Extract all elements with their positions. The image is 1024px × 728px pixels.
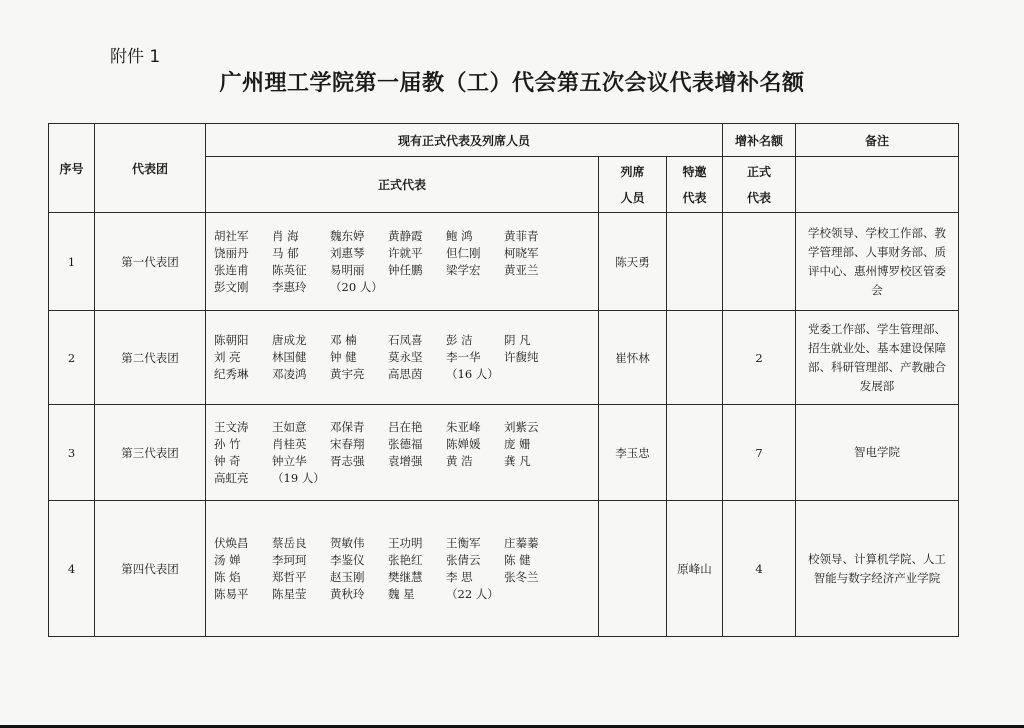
row-delegation: 第二代表团 xyxy=(95,311,206,405)
delegate-name: 易明丽 xyxy=(330,262,365,277)
delegate-name: 张冬兰 xyxy=(504,569,539,584)
delegate-name: 莫永坚 xyxy=(388,350,423,364)
delegate-name: 肖桂英 xyxy=(272,436,307,451)
row-quota xyxy=(723,213,796,311)
attachment-label: 附件 1 xyxy=(110,47,161,67)
header-current-group: 现有正式代表及列席人员 xyxy=(206,124,723,157)
header-seq: 序号 xyxy=(49,124,95,213)
table-row xyxy=(49,501,959,637)
delegate-name: 黄亚兰 xyxy=(504,262,539,277)
name-line xyxy=(214,535,594,552)
delegate-name: 肖 海 xyxy=(272,228,299,243)
header-observer xyxy=(599,157,667,213)
header-quota-formal-line1: 正式 xyxy=(747,164,772,179)
delegate-name: 李鉴仪 xyxy=(330,552,365,567)
name-line xyxy=(214,279,594,296)
header-remarks-empty xyxy=(796,157,959,213)
row-remarks: 智电学院 xyxy=(796,405,959,501)
delegate-name: 黄菲青 xyxy=(504,228,539,243)
delegate-name: 汤 婵 xyxy=(214,552,241,567)
row-formal-reps xyxy=(206,405,599,501)
delegate-name: 张德福 xyxy=(388,436,423,451)
delegate-name: 刘紫云 xyxy=(504,419,539,434)
delegate-name: 饶丽丹 xyxy=(214,245,249,260)
delegate-name: 郑哲平 xyxy=(272,569,307,584)
table-row xyxy=(49,213,959,311)
name-line xyxy=(214,586,594,603)
delegate-name: 柯晓军 xyxy=(504,245,539,260)
delegate-name: 袁增强 xyxy=(388,453,423,468)
row-formal-reps xyxy=(206,311,599,405)
delegate-name: 唐成龙 xyxy=(272,333,307,347)
row-quota: 2 xyxy=(723,311,796,405)
name-line xyxy=(214,569,594,586)
delegate-name: 纪秀琳 xyxy=(214,367,249,381)
delegate-name: 黄 浩 xyxy=(446,453,473,468)
delegate-name: 伏焕昌 xyxy=(214,535,249,550)
delegate-count: （16 人） xyxy=(446,367,499,381)
delegate-name: 陈英征 xyxy=(272,262,307,277)
header-quota-formal xyxy=(723,157,796,213)
row-delegation: 第三代表团 xyxy=(95,405,206,501)
row-remarks: 学校领导、学校工作部、教学管理部、人事财务部、质评中心、惠州博罗校区管委会 xyxy=(796,213,959,311)
header-invited-line1: 特邀 xyxy=(682,164,707,179)
header-invited xyxy=(667,157,723,213)
delegate-name: 石凤喜 xyxy=(388,333,423,347)
name-line xyxy=(214,470,594,487)
delegate-name: 许就平 xyxy=(388,245,423,260)
delegate-name: 赵玉刚 xyxy=(330,569,365,584)
delegate-name: 蔡岳良 xyxy=(272,535,307,550)
delegate-name: 黄静霞 xyxy=(388,228,423,243)
row-delegation: 第一代表团 xyxy=(95,213,206,311)
header-formal-reps: 正式代表 xyxy=(206,157,599,213)
row-observer: 崔怀林 xyxy=(599,311,667,405)
row-invited xyxy=(667,405,723,501)
row-quota: 7 xyxy=(723,405,796,501)
delegate-name: 陈星莹 xyxy=(272,586,307,601)
delegate-name: 李 思 xyxy=(446,569,473,584)
delegate-name: 胡社军 xyxy=(214,228,249,243)
row-formal-reps xyxy=(206,213,599,311)
delegate-name: 邓凌鸿 xyxy=(272,367,307,381)
delegate-name: 陈婵媛 xyxy=(446,436,481,451)
delegate-count: （22 人） xyxy=(446,586,499,601)
delegate-name: 刘 亮 xyxy=(214,350,241,364)
delegate-quota-table xyxy=(48,123,959,637)
header-remarks: 备注 xyxy=(796,124,959,157)
header-observer-line2: 人员 xyxy=(620,190,645,205)
row-invited: 原峰山 xyxy=(667,501,723,637)
row-observer xyxy=(599,501,667,637)
delegate-name: 陈 健 xyxy=(504,552,531,567)
delegate-name: 王功明 xyxy=(388,535,423,550)
row-seq: 3 xyxy=(49,405,95,501)
delegate-name: 梁学宏 xyxy=(446,262,481,277)
delegate-name: 庞 姗 xyxy=(504,436,531,451)
name-line xyxy=(214,366,594,383)
delegate-name: 阴 凡 xyxy=(504,333,531,347)
row-seq: 4 xyxy=(49,501,95,637)
delegate-name: 钟任鹏 xyxy=(388,262,423,277)
row-delegation: 第四代表团 xyxy=(95,501,206,637)
delegate-name: 胥志强 xyxy=(330,453,365,468)
delegate-name: 黄宇亮 xyxy=(330,367,365,381)
name-line xyxy=(214,436,594,453)
delegate-name: 钟 奇 xyxy=(214,453,241,468)
name-line xyxy=(214,228,594,245)
name-line xyxy=(214,262,594,279)
header-quota: 增补名额 xyxy=(723,124,796,157)
delegate-count: （19 人） xyxy=(272,470,325,485)
delegate-name: 张连甫 xyxy=(214,262,249,277)
header-observer-line1: 列席 xyxy=(620,164,645,179)
row-seq: 2 xyxy=(49,311,95,405)
delegate-name: 贺敏伟 xyxy=(330,535,365,550)
delegate-name: 邓 楠 xyxy=(330,333,357,347)
delegate-name: 陈易平 xyxy=(214,586,249,601)
name-line xyxy=(214,552,594,569)
delegate-name: 龚 凡 xyxy=(504,453,531,468)
delegate-name: 魏 星 xyxy=(388,586,415,601)
row-invited xyxy=(667,311,723,405)
delegate-count: （20 人） xyxy=(330,279,383,294)
table-row xyxy=(49,311,959,405)
row-observer: 陈天勇 xyxy=(599,213,667,311)
delegate-name: 李一华 xyxy=(446,350,481,364)
row-formal-reps xyxy=(206,501,599,637)
delegate-name: 朱亚峰 xyxy=(446,419,481,434)
delegate-name: 林国健 xyxy=(272,350,307,364)
delegate-name: 钟 健 xyxy=(330,350,357,364)
header-quota-formal-line2: 代表 xyxy=(747,190,772,205)
delegate-name: 王如意 xyxy=(272,419,307,434)
delegate-name: 陈朝阳 xyxy=(214,333,249,347)
delegate-name: 鲍 鸿 xyxy=(446,228,473,243)
name-line xyxy=(214,453,594,470)
name-line xyxy=(214,349,594,366)
row-invited xyxy=(667,213,723,311)
delegate-name: 刘惠琴 xyxy=(330,245,365,260)
delegate-name: 庄蓁蓁 xyxy=(504,535,539,550)
delegate-name: 高思茵 xyxy=(388,367,423,381)
row-seq: 1 xyxy=(49,213,95,311)
delegate-name: 张艳红 xyxy=(388,552,423,567)
delegate-name: 彭文刚 xyxy=(214,279,249,294)
delegate-name: 李惠玲 xyxy=(272,279,307,294)
delegate-name: 吕在艳 xyxy=(388,419,423,434)
delegate-name: 黄秋玲 xyxy=(330,586,365,601)
name-line xyxy=(214,419,594,436)
delegate-name: 王衡军 xyxy=(446,535,481,550)
header-delegation: 代表团 xyxy=(95,124,206,213)
delegate-name: 樊继慧 xyxy=(388,569,423,584)
row-observer: 李玉忠 xyxy=(599,405,667,501)
row-remarks: 校领导、计算机学院、人工智能与数字经济产业学院 xyxy=(796,501,959,637)
delegate-name: 许馥纯 xyxy=(504,350,539,364)
delegate-name: 王文涛 xyxy=(214,419,249,434)
delegate-name: 马 郁 xyxy=(272,245,299,260)
delegate-name: 钟立华 xyxy=(272,453,307,468)
name-line xyxy=(214,245,594,262)
row-remarks: 党委工作部、学生管理部、招生就业处、基本建设保障部、科研管理部、产教融合发展部 xyxy=(796,311,959,405)
table-row xyxy=(49,405,959,501)
row-quota: 4 xyxy=(723,501,796,637)
header-invited-line2: 代表 xyxy=(682,190,707,205)
name-line xyxy=(214,332,594,349)
delegate-name: 张倩云 xyxy=(446,552,481,567)
delegate-name: 宋春翔 xyxy=(330,436,365,451)
delegate-name: 高虹亮 xyxy=(214,470,249,485)
delegate-name: 魏东婷 xyxy=(330,228,365,243)
delegate-name: 但仁刚 xyxy=(446,245,481,260)
delegate-name: 邓保青 xyxy=(330,419,365,434)
delegate-name: 孙 竹 xyxy=(214,436,241,451)
delegate-name: 李珂珂 xyxy=(272,552,307,567)
delegate-name: 彭 洁 xyxy=(446,333,473,347)
delegate-name: 陈 焰 xyxy=(214,569,241,584)
document-title: 广州理工学院第一届教（工）代会第五次会议代表增补名额 xyxy=(219,71,805,96)
